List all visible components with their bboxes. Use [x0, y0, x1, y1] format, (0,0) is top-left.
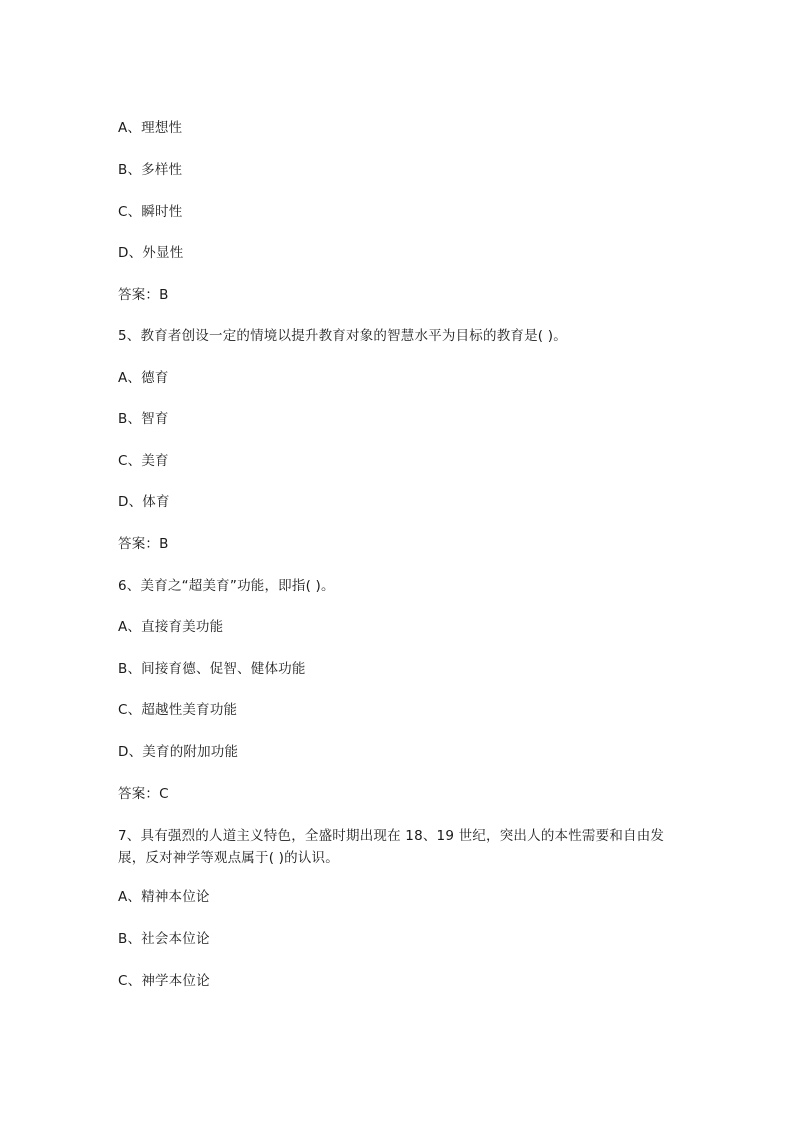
q4-option-c: C、瞬时性: [118, 204, 183, 220]
q7-option-b: B、社会本位论: [118, 931, 210, 947]
q5-answer: 答案：B: [118, 536, 169, 552]
q7-option-a: A、精神本位论: [118, 889, 210, 905]
q5-option-a: A、德育: [118, 370, 169, 386]
q7-question-line-2: 展，反对神学等观点属于( )的认识。: [118, 850, 339, 866]
q4-option-d: D、外显性: [118, 245, 184, 261]
q4-answer: 答案：B: [118, 287, 169, 303]
q5-option-b: B、智育: [118, 411, 169, 427]
q5-option-d: D、体育: [118, 494, 170, 510]
q6-question: 6、美育之“超美育”功能，即指( )。: [118, 578, 335, 594]
q6-option-a: A、直接育美功能: [118, 619, 224, 635]
q5-option-c: C、美育: [118, 453, 169, 469]
q4-option-a: A、理想性: [118, 120, 183, 136]
q7-question-line-1: 7、具有强烈的人道主义特色，全盛时期出现在 18、19 世纪，突出人的本性需要和自由发: [118, 828, 665, 844]
q6-answer: 答案：C: [118, 786, 169, 802]
q7-option-c: C、神学本位论: [118, 973, 210, 989]
q6-option-b: B、间接育德、促智、健体功能: [118, 661, 306, 677]
q6-option-c: C、超越性美育功能: [118, 702, 238, 718]
q6-option-d: D、美育的附加功能: [118, 744, 239, 760]
q5-question: 5、教育者创设一定的情境以提升教育对象的智慧水平为目标的教育是( )。: [118, 328, 567, 344]
q4-option-b: B、多样性: [118, 162, 183, 178]
